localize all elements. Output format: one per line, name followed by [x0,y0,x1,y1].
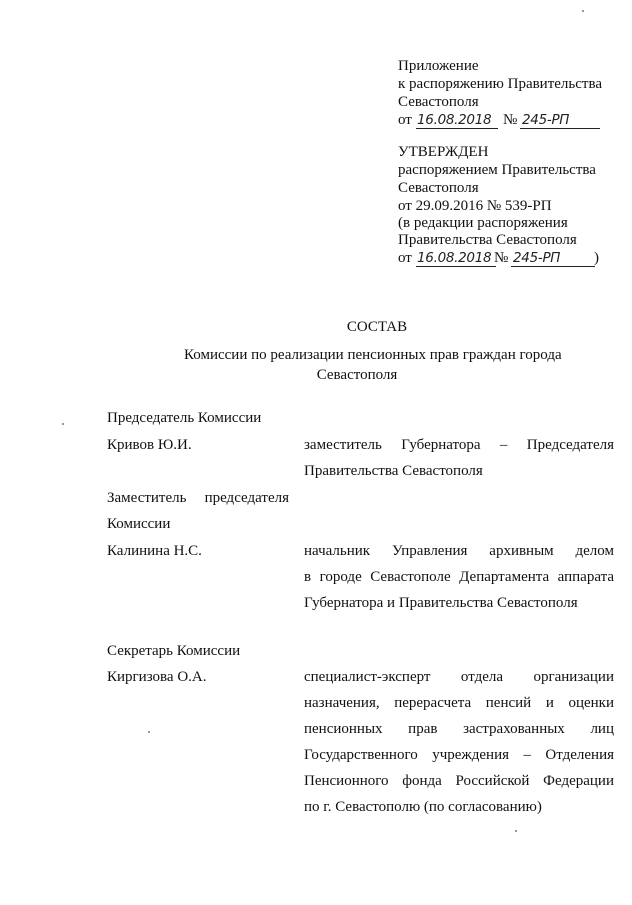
secretary-position-line-1: специалист-эксперт отдела организации [304,669,614,685]
deputy-position-line-2: в городе Севастополе Департамента аппарата [304,569,614,585]
secretary-position-line-6: по г. Севастополю (по согласованию) [304,799,542,815]
appendix-number-underline [520,128,600,129]
approved-title: УТВЕРЖДЕН [398,144,489,160]
document-subtitle-line-2: Севастополя [316,367,398,383]
approved-line-2: Севастополя [398,180,479,196]
chair-position-line-2: Правительства Севастополя [304,463,483,479]
approved-line-4: (в редакции распоряжения [398,215,568,231]
approved-close-paren: ) [594,250,599,266]
chair-position-line-1: заместитель Губернатора – Председателя [304,437,614,453]
appendix-from-label: от [398,112,412,128]
approved-line-1: распоряжением Правительства [398,162,596,178]
secretary-position-line-3: пенсионных прав застрахованных лиц [304,721,614,737]
deputy-role-line-2: Комиссии [107,516,171,532]
approved-from-label: от [398,250,412,266]
approved-line-5: Правительства Севастополя [398,232,577,248]
approved-date: 16.08.2018 [417,250,492,266]
appendix-number: 245-РП [522,112,570,128]
deputy-position-line-3: Губернатора и Правительства Севастополя [304,595,578,611]
scan-speck [515,830,517,832]
scan-speck [148,731,150,733]
chair-role: Председатель Комиссии [107,410,262,426]
secretary-position-line-4: Государственного учреждения – Отделения [304,747,614,763]
deputy-position-line-1: начальник Управления архивным делом [304,543,614,559]
approved-line-3: от 29.09.2016 № 539-РП [398,198,552,214]
appendix-line-1: Приложение [398,58,479,74]
deputy-role-line-1: Заместитель председателя [107,490,289,506]
chair-name: Кривов Ю.И. [107,437,192,453]
deputy-name: Калинина Н.С. [107,543,202,559]
document-subtitle-line-1: Комиссии по реализации пенсионных прав граждан города [184,347,562,363]
appendix-line-3: Севастополя [398,94,479,110]
secretary-name: Киргизова О.А. [107,669,207,685]
scan-speck [62,423,64,425]
scan-speck [582,10,584,12]
approved-date-underline [416,266,496,267]
approved-number-sign: № [494,250,509,266]
approved-number-underline [511,266,595,267]
appendix-date: 16.08.2018 [417,112,492,128]
appendix-line-2: к распоряжению Правительства [398,76,603,92]
secretary-role: Секретарь Комиссии [107,643,241,659]
secretary-position-line-5: Пенсионного фонда Российской Федерации [304,773,614,789]
secretary-position-line-2: назначения, перерасчета пенсий и оценки [304,695,614,711]
appendix-date-underline [416,128,498,129]
approved-number: 245-РП [513,250,561,266]
appendix-number-sign: № [503,112,518,128]
document-title: СОСТАВ [346,319,408,335]
